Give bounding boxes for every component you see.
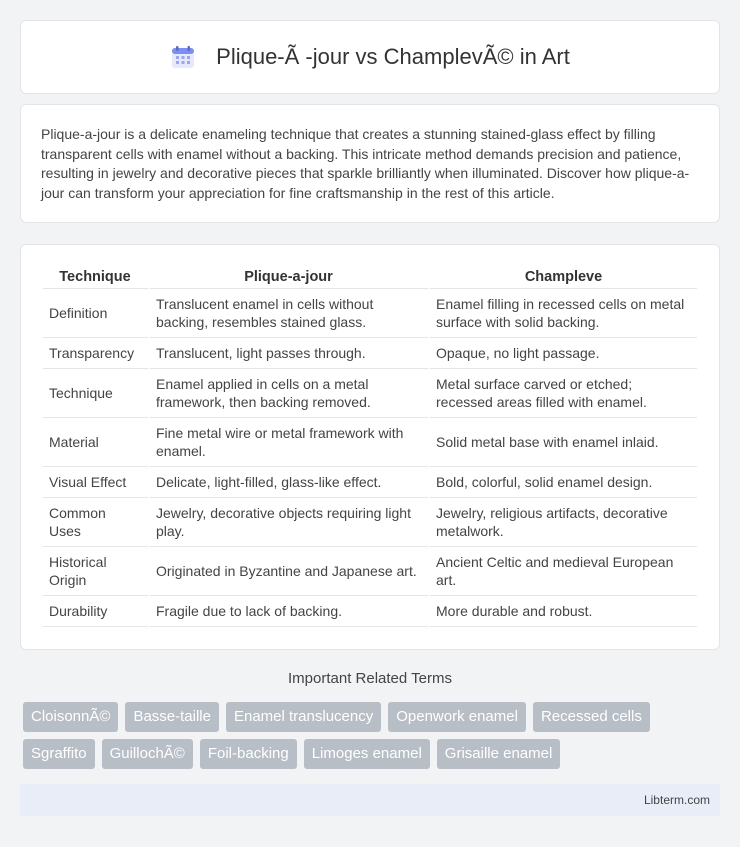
champleve-cell: Bold, colorful, solid enamel design. [430,467,697,498]
related-term-tag[interactable]: Recessed cells [533,702,650,732]
comparison-table-card [20,244,720,650]
intro-card [20,104,720,223]
table-row [43,418,697,467]
row-label: Definition [43,289,150,338]
plique-cell: Fine metal wire or metal framework with enamel. [150,418,430,467]
table-row [43,289,697,338]
related-term-tag[interactable]: Grisaille enamel [437,739,561,769]
footer-site-link[interactable]: Libterm.com [643,793,710,807]
table-header-row [43,265,697,289]
column-header: Champleve [430,265,697,289]
champleve-cell: Jewelry, religious artifacts, decorative metalwork. [430,498,697,547]
plique-cell: Delicate, light-filled, glass-like effect. [150,467,430,498]
champleve-cell: Solid metal base with enamel inlaid. [430,418,697,467]
intro-text: Plique-a-jour is a delicate enameling technique that creates a stunning stained-glass effect by filling transparent cells with enamel without a backing. This intricate method demands precision and patience, resulting in jewelry and decorative pieces that sparkle brilliantly when illuminated. Discover how plique-a-jour can transform your appreciation for fine craftsmanship in the rest of this article. [41,126,690,201]
plique-cell: Translucent, light passes through. [150,338,430,369]
header-card [20,20,720,94]
row-label: Durability [43,596,150,627]
champleve-cell: Opaque, no light passage. [430,338,697,369]
related-term-tag[interactable]: Basse-taille [125,702,219,732]
plique-cell: Translucent enamel in cells without backing, resembles stained glass. [150,289,430,338]
page-title: Plique-Ã -jour vs ChamplevÃ© in Art [216,44,570,69]
related-terms-title: Important Related Terms [288,670,452,687]
table-row [43,596,697,627]
plique-cell: Originated in Byzantine and Japanese art. [150,547,430,596]
related-term-tag[interactable]: Foil-backing [200,739,297,769]
column-header: Plique-a-jour [150,265,430,289]
plique-cell: Jewelry, decorative objects requiring light play. [150,498,430,547]
row-label: Technique [43,369,150,418]
related-term-tag[interactable]: GuillochÃ© [102,739,193,769]
champleve-cell: Metal surface carved or etched; recessed areas filled with enamel. [430,369,697,418]
comparison-table [43,265,697,627]
calendar-icon [170,44,196,70]
row-label: Visual Effect [43,467,150,498]
table-row [43,467,697,498]
row-label: Material [43,418,150,467]
related-term-tag[interactable]: CloisonnÃ© [23,702,118,732]
table-row [43,369,697,418]
table-row [43,338,697,369]
plique-cell: Fragile due to lack of backing. [150,596,430,627]
table-row [43,498,697,547]
row-label: Historical Origin [43,547,150,596]
champleve-cell: Enamel filling in recessed cells on metal surface with solid backing. [430,289,697,338]
champleve-cell: More durable and robust. [430,596,697,627]
related-term-tag[interactable]: Sgraffito [23,739,95,769]
plique-cell: Enamel applied in cells on a metal framework, then backing removed. [150,369,430,418]
related-term-tag[interactable]: Enamel translucency [226,702,381,732]
row-label: Transparency [43,338,150,369]
footer [20,784,720,816]
table-row [43,547,697,596]
related-term-tag[interactable]: Limoges enamel [304,739,430,769]
related-term-tag[interactable]: Openwork enamel [388,702,526,732]
row-label: Common Uses [43,498,150,547]
column-header: Technique [43,265,150,289]
champleve-cell: Ancient Celtic and medieval European art. [430,547,697,596]
related-terms-list [23,702,723,769]
